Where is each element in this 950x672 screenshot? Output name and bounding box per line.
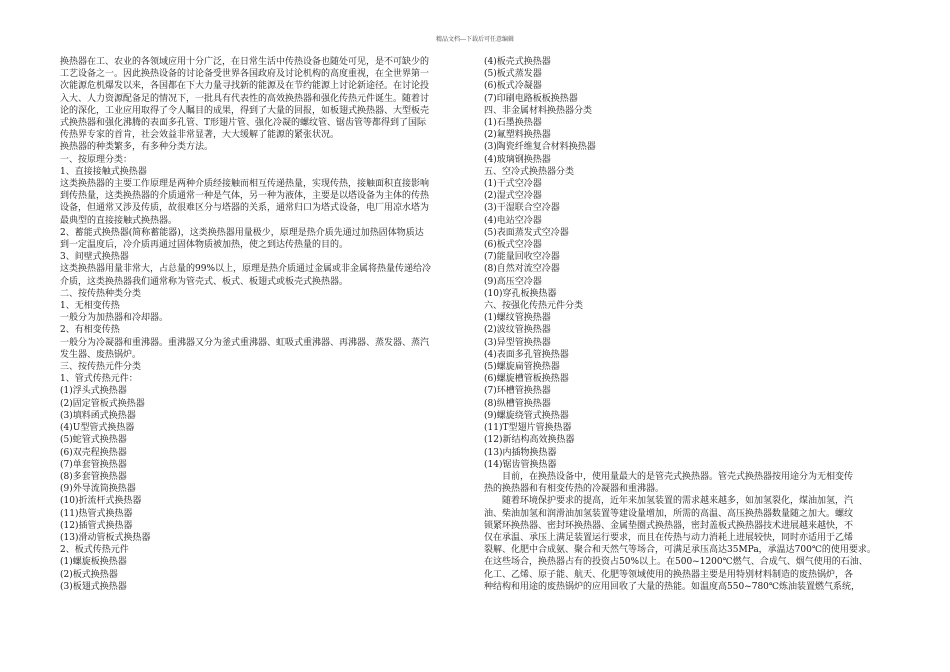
text-line: (1)浮头式换热器 <box>60 386 127 397</box>
text-line: 2、蓄能式换热器(简称蓄能器)，这类换热器用量极少，原理是热介质先通过加热固体物质达 <box>60 227 424 238</box>
text-line: 四、非金属材料换热器分类 <box>484 105 593 116</box>
text-line: 发生器、废热锅炉。 <box>60 349 142 360</box>
text-line: 最典型的直接接触式换热器。 <box>60 215 178 226</box>
text-line: 入大、人力资源配备足的情况下，一批具有代表性的高效换热器和强化传热元件诞生。随着讨 <box>60 93 430 104</box>
text-line: (3)板翅式换热器 <box>60 581 127 592</box>
text-line: (5)螺旋扁管换热器 <box>484 362 560 373</box>
left-column <box>60 56 470 593</box>
text-line: (12)新结构高效换热器 <box>484 435 575 446</box>
text-line: 工艺设备之一。因此换热设备的讨论备受世界各国政府及讨论机构的高度重视，在全世界第一 <box>60 69 430 80</box>
text-line: (7)印刷电路板板换热器 <box>484 93 578 104</box>
text-line: 次能源危机爆发以来，各国都在下大力量寻找新的能源及在节约能源上讨论新途径。在讨论投 <box>60 81 430 92</box>
text-line: 五、空冷式换热器分类 <box>484 166 575 177</box>
text-line: (6)板式空冷器 <box>484 240 542 251</box>
text-line: (8)纵槽管换热器 <box>484 398 551 409</box>
text-line: 到传热量，这类换热器的介质通常一种是气体，另一种为液体，主要是以塔设备为主体的传热 <box>60 191 430 202</box>
text-line: (1)干式空冷器 <box>484 179 542 190</box>
text-line: (12)插管式换热器 <box>60 520 133 531</box>
right-column <box>484 56 894 593</box>
text-line: (10)穿孔板换热器 <box>484 288 557 299</box>
text-line: 设备，但通常又涉及传质，故很难区分与塔器的关系，通常归口为塔式设备，电厂用凉水塔为 <box>60 203 430 214</box>
text-line: 3、间壁式换热器 <box>60 252 129 263</box>
text-line: 一般分为冷凝器和重沸器。重沸器又分为釜式重沸器、虹吸式重沸器、再沸器、蒸发器、蒸汽 <box>60 337 430 348</box>
text-line: 热的换热器和有相变传热的冷凝器和重沸器。 <box>484 484 665 495</box>
text-line: 六、按强化传热元件分类 <box>484 301 584 312</box>
text-line: (9)螺旋绕管式换热器 <box>484 410 569 421</box>
text-line: 1、无相变传热 <box>60 301 120 312</box>
text-line: (5)表面蒸发式空冷器 <box>484 227 569 238</box>
text-line: 到一定温度后，冷介质再通过固体物质被加热，使之到达传热量的目的。 <box>60 240 349 251</box>
text-line: 换热器的种类繁多，有多种分类方法。 <box>60 142 214 153</box>
text-line: (9)外导流筒换热器 <box>60 484 136 495</box>
text-line: (8)多套管换热器 <box>60 471 127 482</box>
text-line: 1、直接接触式换热器 <box>60 166 147 177</box>
text-line: (13)滑动管板式换热器 <box>60 532 151 543</box>
text-line: 论的深化，工业应用取得了令人瞩目的成果，得到了大量的回报，如板翅式换热器、大型板壳 <box>60 105 430 116</box>
text-line: (6)板式冷凝器 <box>484 81 542 92</box>
text-line: 油、柴油加氢和润滑油加氢装置等建设量增加，所需的高温、高压换热器数量随之加大。螺纹 <box>484 508 854 519</box>
text-line: (2)氟塑料换热器 <box>484 130 551 141</box>
text-line: 在这些场合，换热器占有的投资占50%以上。在500~1200℃燃气、合成气、烟气使用的石油、 <box>484 557 868 568</box>
text-line: 三、按传热元件分类 <box>60 362 142 373</box>
text-line: 随着环境保护要求的提高，近年来加氢装置的需求越来越多，如加氢裂化，煤油加氢，汽 <box>502 496 854 507</box>
text-line: 式换热器和强化沸腾的表面多孔管、T形翅片管、强化冷凝的螺纹管、锯齿管等都得到了国际 <box>60 118 427 129</box>
text-line: 仅在承温、承压上满足装置运行要求，而且在传热与动力消耗上进展较快，同时亦适用于乙烯 <box>484 532 854 543</box>
text-line: (2)湿式空冷器 <box>484 191 542 202</box>
text-line: (9)高压空冷器 <box>484 276 542 287</box>
text-line: (6)双壳程换热器 <box>60 447 127 458</box>
text-line: (7)能量回收空冷器 <box>484 252 560 263</box>
text-line: 锁紧环换热器、密封环换热器、金属垫圈式换热器，密封盖板式换热器技术进展越来越快，不 <box>484 520 854 531</box>
text-line: (5)板式蒸发器 <box>484 69 542 80</box>
text-line: 介质，这类换热器我们通常称为管壳式、板式、板翅式或板壳式换热器。 <box>60 276 349 287</box>
text-line: (5)蛇管式换热器 <box>60 435 127 446</box>
text-line: (4)玻璃钢换热器 <box>484 154 551 165</box>
text-line: (3)干湿联合空冷器 <box>484 203 560 214</box>
text-line: 一、按原理分类： <box>60 154 133 165</box>
text-line: (2)固定管板式换热器 <box>60 398 145 409</box>
text-line: (2)板式换热器 <box>60 569 118 580</box>
text-line: 二、按传热种类分类 <box>60 288 142 299</box>
text-line: 1、管式传热元件： <box>60 374 138 385</box>
text-line: 化工、乙烯、原子能、航天、化肥等领域使用的换热器主要是用特别材料制造的废热锅炉，各 <box>484 569 854 580</box>
text-line: 2、有相变传热 <box>60 325 120 336</box>
text-line: 种结构和用途的废热锅炉的应用回收了大量的热能。如温度高550~780℃炼油装置燃气系统， <box>484 581 860 592</box>
text-line: (4)表面多孔管换热器 <box>484 349 569 360</box>
text-line: 一般分为加热器和冷却器。 <box>60 313 169 324</box>
text-line: 裂解、化肥中合成氨、聚合和天然气等场合，可满足承压高达35MPa，承温达700℃的使用要求。 <box>484 545 876 556</box>
text-line: (2)波纹管换热器 <box>484 325 551 336</box>
text-line: (11)T型翅片管换热器 <box>484 423 572 434</box>
text-line: (1)石墨换热器 <box>484 118 542 129</box>
text-line: (4)电站空冷器 <box>484 215 542 226</box>
text-line: (1)螺旋板换热器 <box>60 557 127 568</box>
page-header: 精品文档---下载后可任意编辑 <box>435 36 515 43</box>
text-line: (3)异型管换热器 <box>484 337 551 348</box>
text-line: (11)热管式换热器 <box>60 508 133 519</box>
text-line: (7)单套管换热器 <box>60 459 127 470</box>
text-line: (6)螺旋槽管板换热器 <box>484 374 569 385</box>
text-line: 换热器在工、农业的各领域应用十分广泛，在日常生活中传热设备也随处可见，是不可缺少的 <box>60 57 430 67</box>
text-line: 目前，在换热设备中，使用量最大的是管壳式换热器。管壳式换热器按用途分为无相变传 <box>502 471 854 482</box>
text-line: 2、板式传热元件 <box>60 545 129 556</box>
text-line: (1)螺纹管换热器 <box>484 313 551 324</box>
text-line: (10)折流杆式换热器 <box>60 496 142 507</box>
text-line: (7)环槽管换热器 <box>484 386 551 397</box>
text-line: 传热界专家的首肯，社会效益非常显著，大大缓解了能源的紧张状况。 <box>60 130 340 141</box>
text-line: 这类换热器的主要工作原理是两种介质经接触而相互传递热量，实现传热，接触面积直接影响 <box>60 179 430 190</box>
text-line: (14)锯齿管换热器 <box>484 459 557 470</box>
text-line: 这类换热器用量非常大，占总量的99%以上，原理是热介质通过金属或非金属将热量传递给冷 <box>60 264 432 275</box>
text-line: (13)内插物换热器 <box>484 447 557 458</box>
text-line: (3)填料函式换热器 <box>60 410 136 421</box>
text-line: (4)U型管式换热器 <box>60 423 135 434</box>
text-line: (3)陶瓷纤维复合材料换热器 <box>484 142 596 153</box>
text-line: (8)自然对流空冷器 <box>484 264 560 275</box>
text-line: (4)板壳式换热器 <box>484 57 551 67</box>
